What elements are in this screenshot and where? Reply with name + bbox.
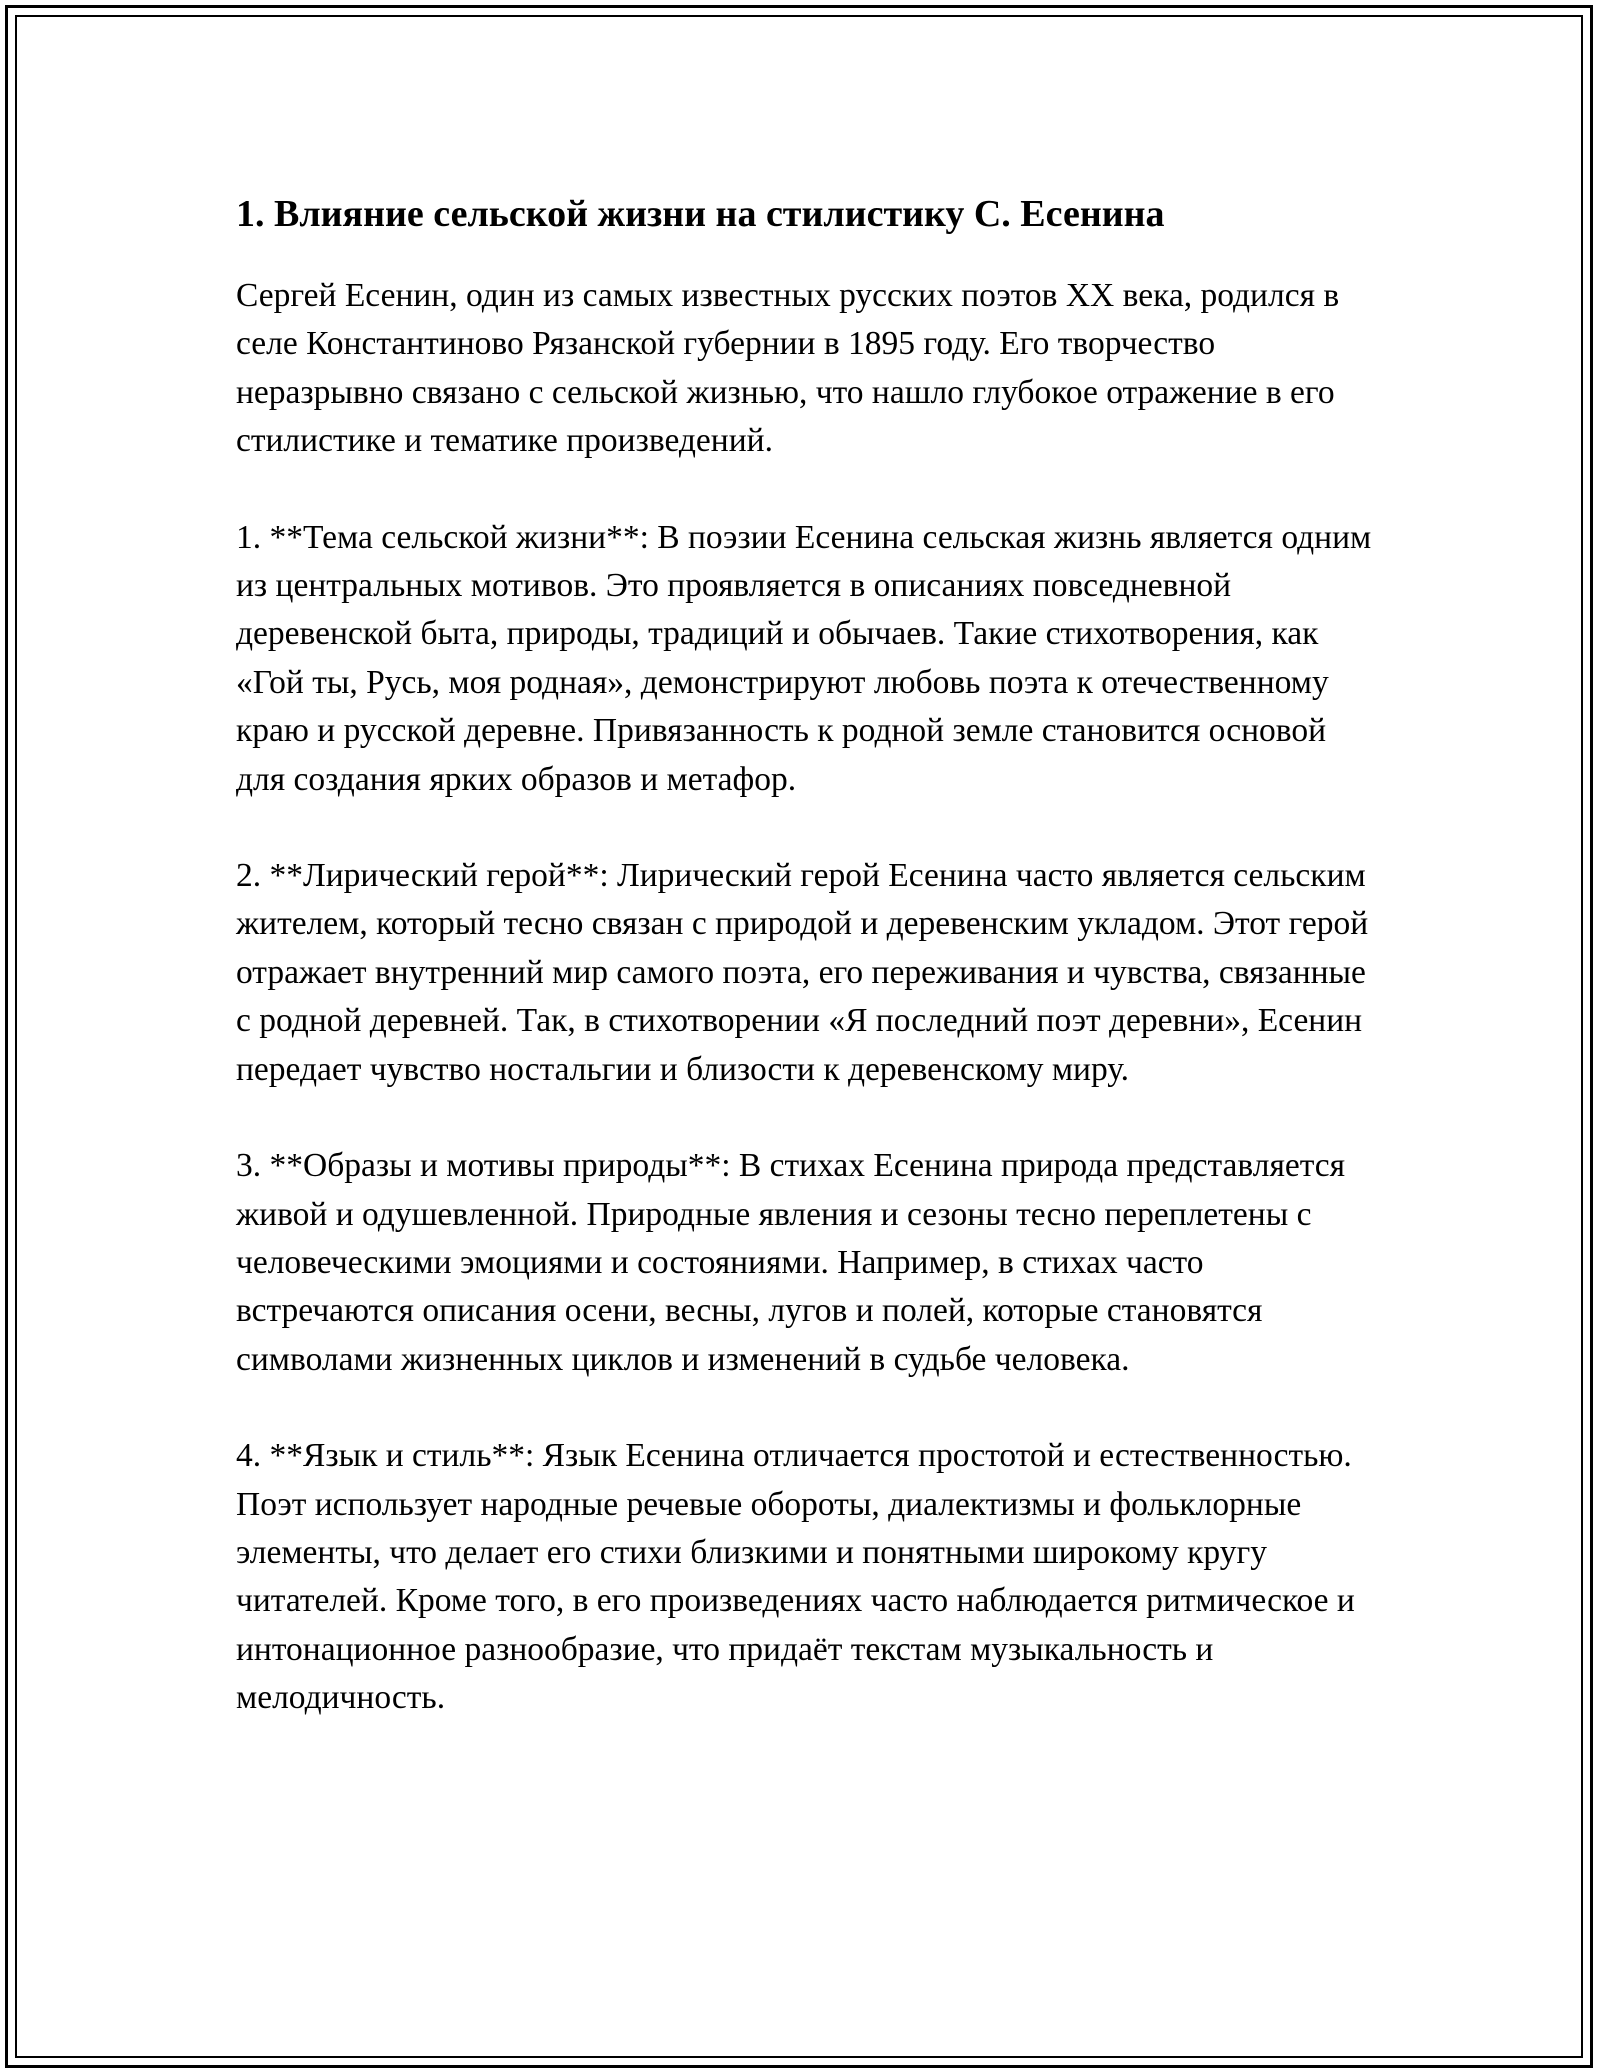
paragraph-rural-theme: 1. **Тема сельской жизни**: В поэзии Есенина сельская жизнь является одним из центральных мотивов. Это проявляется в описаниях повседневной деревенской быта, природы, традиций и обычаев. Такие стихотворения, как «Гой ты, Русь, моя родная», демонстрируют любовь поэта к отечественному краю и русской деревне. Привязанность к родной земле становится основой для создания ярких образов и метафор. [236, 518, 1372, 798]
document-body [236, 186, 1376, 1771]
paragraph-nature-motifs: 3. **Образы и мотивы природы**: В стихах Есенина природа представляется живой и одушевленной. Природные явления и сезоны тесно переплетены с человеческими эмоциями и состояниями. Например, в стихах часто встречаются описания осени, весны, лугов и полей, которые становятся символами жизненных циклов и изменений в судьбе человека. [236, 1147, 1346, 1378]
paragraph-language-style: 4. **Язык и стиль**: Язык Есенина отличается простотой и естественностью. Поэт использует народные речевые обороты, диалектизмы и фольклорные элементы, что делает его стихи близкими и понятными широкому кругу читателей. Кроме того, в его произведениях часто наблюдается ритмическое и интонационное разнообразие, что придаёт текстам музыкальность и мелодичность. [236, 1437, 1355, 1717]
intro-paragraph: Сергей Есенин, один из самых известных русских поэтов XX века, родился в селе Константиново Рязанской губернии в 1895 году. Его творчество неразрывно связано с сельской жизнью, что нашло глубокое отражение в его стилистике и тематике произведений. [236, 277, 1340, 460]
paragraph-lyrical-hero: 2. **Лирический герой**: Лирический герой Есенина часто является сельским жителем, который тесно связан с природой и деревенским укладом. Этот герой отражает внутренний мир самого поэта, его переживания и чувства, связанные с родной деревней. Так, в стихотворении «Я последний поэт деревни», Есенин передает чувство ностальгии и близости к деревенскому миру. [236, 857, 1369, 1088]
section-heading: 1. Влияние сельской жизни на стилистику С. Есенина [236, 193, 1165, 235]
